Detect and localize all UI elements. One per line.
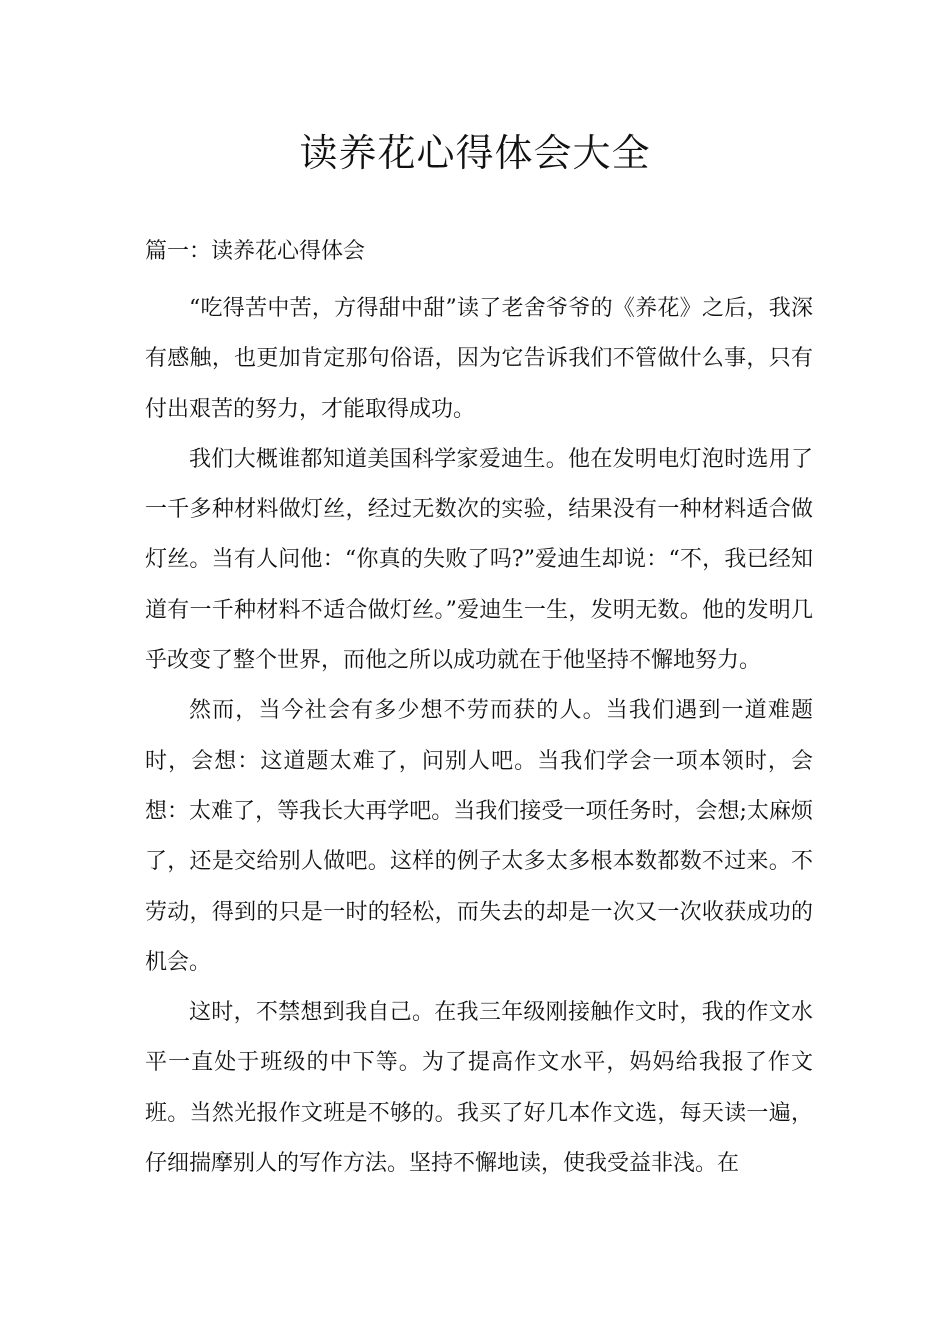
- document-body: [145, 284, 813, 1189]
- paragraph-2: 我们大概谁都知道美国科学家爱迪生。他在发明电灯泡时选用了一千多种材料做灯丝，经过无数次的实验，结果没有一种材料适合做灯丝。当有人问他：“你真的失败了吗?”爱迪生却说：“不，我已经知道有一千种材料不适合做灯丝。”爱迪生一生，发明无数。他的发明几乎改变了整个世界，而他之所以成功就在于他坚持不懈地努力。: [145, 446, 813, 674]
- paragraph-4: 这时，不禁想到我自己。在我三年级刚接触作文时，我的作文水平一直处于班级的中下等。为了提高作文水平，妈妈给我报了作文班。当然光报作文班是不够的。我买了好几本作文选，每天读一遍，仔细揣摩别人的写作方法。坚持不懈地读，使我受益非浅。在: [145, 1000, 813, 1177]
- paragraph-3: 然而，当今社会有多少想不劳而获的人。当我们遇到一道难题时，会想：这道题太难了，问别人吧。当我们学会一项本领时，会想：太难了，等我长大再学吧。当我们接受一项任务时，会想;太麻烦了，还是交给别人做吧。这样的例子太多太多根本数都数不过来。不劳动，得到的只是一时的轻松，而失去的却是一次又一次收获成功的机会。: [145, 698, 813, 975]
- section-heading: 篇一：读养花心得体会: [145, 239, 366, 264]
- document-title: 读养花心得体会大全: [299, 131, 651, 175]
- paragraph-1: “吃得苦中苦，方得甜中甜”读了老舍爷爷的《养花》之后，我深有感触，也更加肯定那句俗语，因为它告诉我们不管做什么事，只有付出艰苦的努力，才能取得成功。: [145, 296, 813, 422]
